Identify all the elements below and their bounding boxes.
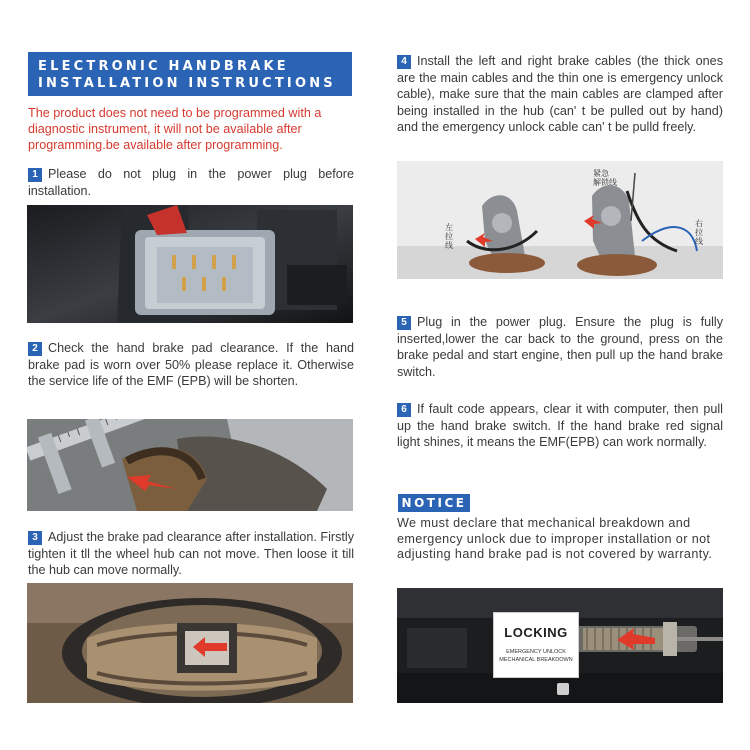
locking-card [493, 612, 579, 678]
title-banner [28, 52, 352, 96]
caliper-photo [27, 419, 353, 511]
step-3-number: 3 [28, 531, 42, 545]
locking-line-2: MECHANICAL BREAKDOWN [499, 657, 573, 663]
plug-photo [27, 205, 353, 323]
step-1-number: 1 [28, 168, 42, 182]
step-5 [397, 314, 723, 380]
title-line-2: INSTALLATION INSTRUCTIONS [38, 76, 336, 91]
step-6-text: If fault code appears, clear it with computer, then pull up the hand brake switch. If the hand brake red signal light shines, it means the EMF(EPB) can work normally. [397, 402, 723, 450]
brake-cables-photo [397, 161, 723, 279]
title-line-1: ELECTRONIC HANDBRAKE [38, 59, 289, 74]
emergency-cable-label: 紧急 解锁线 [593, 169, 617, 187]
right-cable-label: 右拉线 [695, 219, 703, 246]
locking-line-1: EMERGENCY UNLOCK [506, 649, 566, 655]
locking-title: LOCKING [504, 625, 568, 640]
notice-label: NOTICE [398, 494, 470, 512]
step-6-number: 6 [397, 403, 411, 417]
step-4-text: Install the left and right brake cables (the thick ones are the main cables and the thin one is emergency unlock cable), make sure that the main cables are clamped after being installed in the hub (can' t be pulled out by hand) and the emergency unlock cable can' t be pulld freely. [397, 54, 723, 135]
step-3-text: Adjust the brake pad clearance after installation. Firstly tighten it tll the wheel hub can not move. Then loose it till the hub can move normally. [28, 530, 354, 578]
step-6 [397, 401, 723, 451]
left-cable-label: 左拉线 [445, 223, 453, 250]
programming-warning: The product does not need to be programmed with a diagnostic instrument, it will not be available after programming.be available after programming. [28, 106, 322, 152]
brake-pad-photo [27, 583, 353, 703]
notice-text: We must declare that mechanical breakdown and emergency unlock due to improper installation or not adjusting hand brake pad is not covered by warranty. [397, 516, 713, 562]
step-2-text: Check the hand brake pad clearance. If the hand brake pad is worn over 50% please replace it. Otherwise the service life of the EMF (EPB) will be shorten. [28, 341, 354, 389]
step-2-number: 2 [28, 342, 42, 356]
step-3 [28, 529, 354, 579]
step-1 [28, 166, 354, 199]
step-4-number: 4 [397, 55, 411, 69]
step-4 [397, 53, 723, 136]
locking-photo [397, 588, 723, 703]
step-1-text: Please do not plug in the power plug before installation. [28, 167, 354, 198]
step-2 [28, 340, 354, 390]
step-5-number: 5 [397, 316, 411, 330]
step-5-text: Plug in the power plug. Ensure the plug is fully inserted,lower the car back to the ground, press on the brake pedal and start engine, then pull up the hand brake switch. [397, 315, 723, 379]
